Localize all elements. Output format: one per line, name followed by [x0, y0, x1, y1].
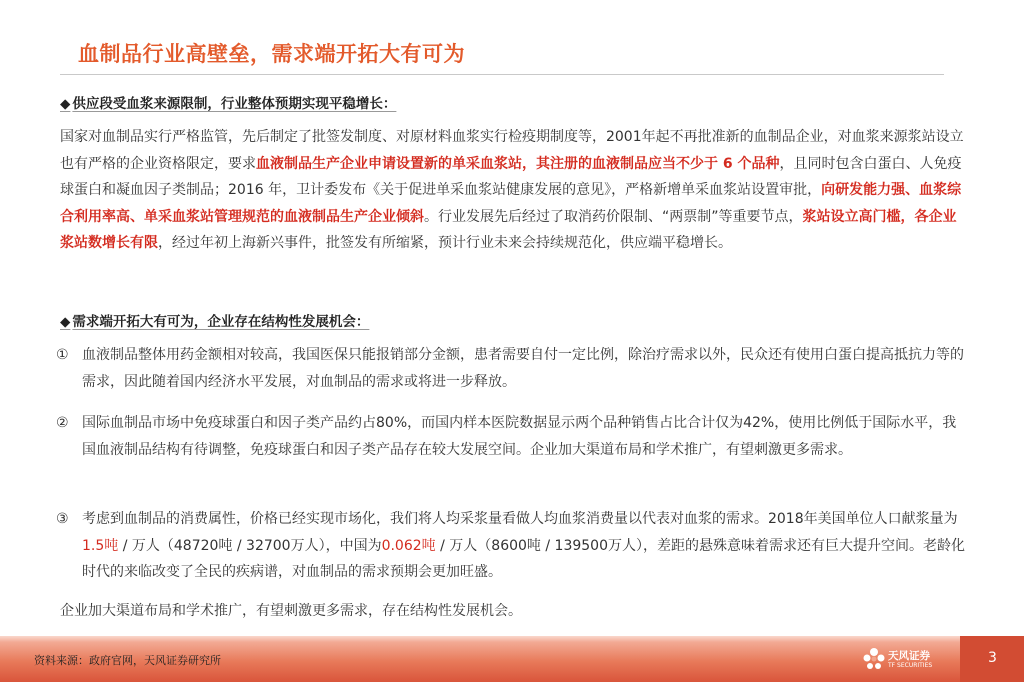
logo-name: 天风证券: [888, 650, 930, 662]
item-3-text-b: / 万人（48720吨 / 32700万人），中国为: [118, 537, 382, 554]
item-text-2: 国际血制品市场中免疫球蛋白和因子类产品约占80%，而国内样本医院数据显示两个品种销售占比合计仅为42%，使用比例低于国际水平，我国血液制品结构有待调整，免疫球蛋白和因子类产品存在较大发展空间。企业加大渠道布局和学术推广，有望刺激更多需求。: [82, 415, 957, 458]
supply-paragraph: [60, 124, 970, 257]
source-note: 资料来源：政府官网，天风证券研究所: [34, 654, 221, 667]
footer-fade: [0, 628, 1024, 642]
supply-text-c: 。行业发展先后经过了取消药价限制、“两票制”等重要节点，: [424, 208, 803, 225]
supply-text-b: ，且同时包含白蛋白、人免疫球蛋白和凝血因子类制品；2016 年，卫计委发布《关于促进单采血浆站健康发展的意见》，严格新增单采血浆站设置审批，: [60, 155, 962, 198]
supply-text-d: ，经过年初上海新兴事件，批签发有所缩紧，预计行业未来会持续规范化，供应端平稳增长。: [158, 235, 732, 251]
item-3-text-a: 考虑到血制品的消费属性，价格已经实现市场化，我们将人均采浆量看做人均血浆消费量以代表对血浆的需求。2018年美国单位人口献浆量为: [82, 511, 958, 527]
title-divider: [60, 74, 944, 75]
section-heading-demand-text: 需求端开拓大有可为，企业存在结构性发展机会：: [72, 314, 370, 330]
demand-item-3: [56, 506, 970, 586]
us-plasma-value: 1.5吨: [82, 537, 119, 554]
page-title: 血制品行业高壁垒，需求端开拓大有可为: [78, 42, 465, 66]
supply-highlight-3: 浆站设立高门槛，各企业浆站数增长有限: [60, 208, 957, 251]
section-heading-demand: [60, 310, 369, 330]
supply-text-a: 国家对血制品实行严格监管，先后制定了批签发制度、对原材料血浆实行检疫期制度等，2001年起不再批准新的血制品企业，对血浆来源浆站设立也有严格的企业资格限定，要求: [60, 129, 964, 172]
item-text-1: 血液制品整体用药金额相对较高，我国医保只能报销部分金额，患者需要自付一定比例，除治疗需求以外，民众还有使用白蛋白提高抵抗力等的需求，因此随着国内经济水平发展，对血制品的需求或将进一步释放。: [82, 347, 964, 390]
supply-highlight-1: 血液制品生产企业申请设置新的单采血浆站，其注册的血液制品应当不少于 6 个品种: [256, 155, 780, 172]
logo-subtitle: TF SECURITIES: [888, 662, 933, 669]
diamond-bullet-icon: ◆: [60, 96, 71, 112]
china-plasma-value: 0.062吨: [381, 537, 436, 554]
item-3-text-c: / 万人（8600吨 / 139500万人），差距的悬殊意味着需求还有巨大提升空间。老龄化时代的来临改变了全民的疾病谱，对血制品的需求预期会更加旺盛。: [82, 537, 965, 580]
section-heading-supply-text: 供应段受血浆来源限制，行业整体预期实现平稳增长：: [72, 96, 397, 112]
diamond-bullet-icon: ◆: [60, 314, 71, 330]
section-heading-supply: [60, 92, 396, 112]
item-text-3: [82, 506, 970, 586]
item-number-1: ①: [56, 347, 69, 363]
item-number-3: ③: [56, 511, 69, 527]
page-number: 3: [988, 650, 997, 666]
company-logo: [862, 646, 942, 676]
demand-item-1: [56, 342, 970, 395]
logo-flower-icon: [862, 646, 886, 674]
supply-highlight-2: 向研发能力强、血浆综合利用率高、单采血浆站管理规范的血液制品生产企业倾斜: [60, 182, 962, 225]
item-number-2: ②: [56, 415, 69, 431]
demand-item-2: [56, 410, 970, 463]
conclusion-text: 企业加大渠道布局和学术推广，有望刺激更多需求，存在结构性发展机会。: [60, 603, 522, 619]
